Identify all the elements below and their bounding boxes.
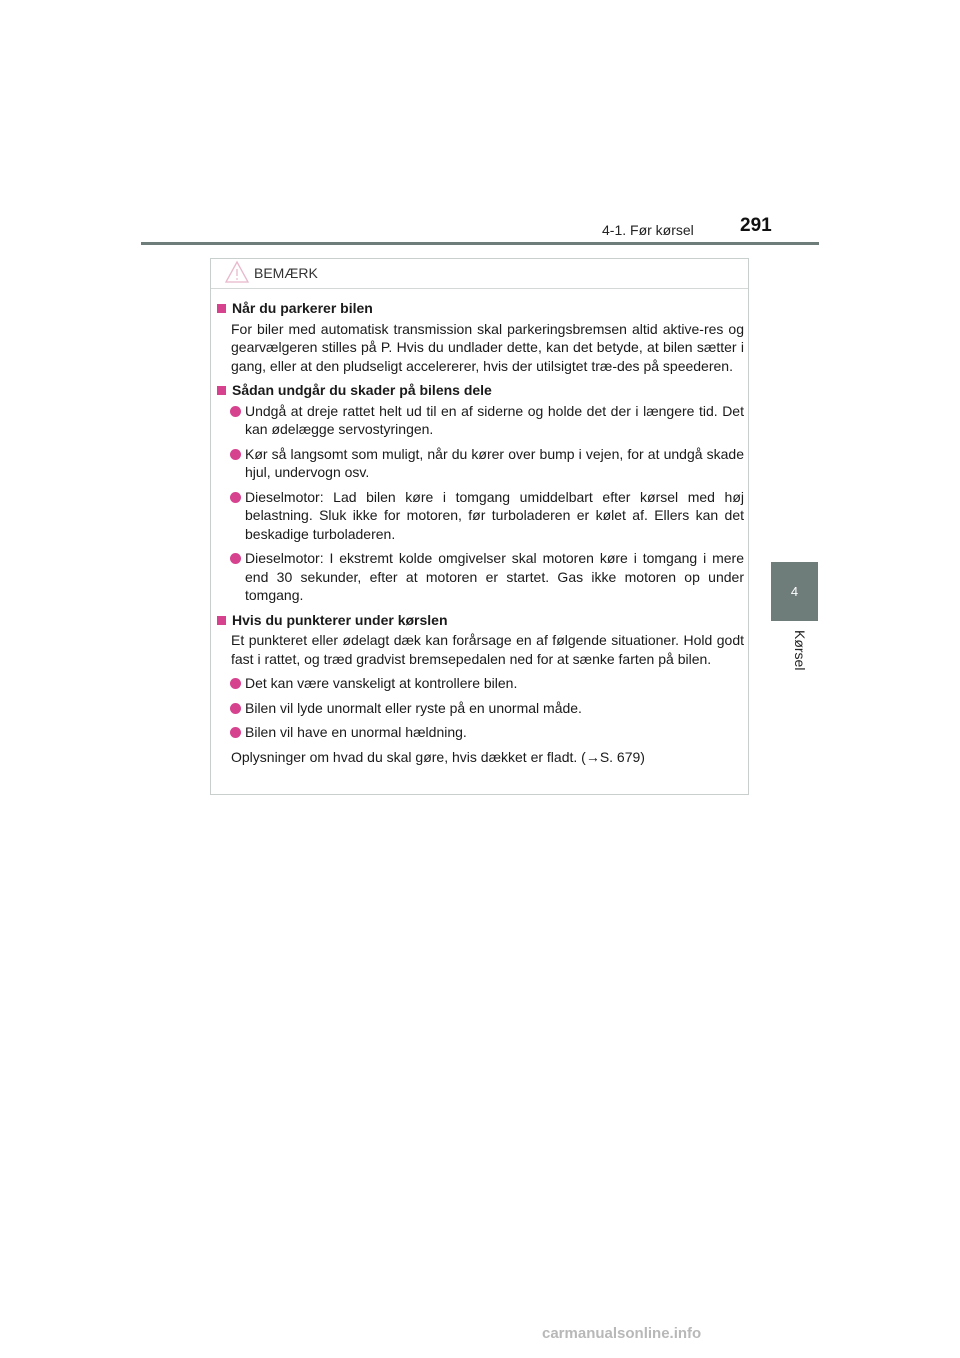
round-bullet-icon: [230, 492, 241, 503]
list-item: Det kan være vanskeligt at kontrollere bilen.: [217, 674, 744, 693]
warning-triangle-icon: [224, 260, 250, 284]
notice-content: [217, 299, 744, 772]
closing-reference: Oplysninger om hvad du skal gøre, hvis dækket er fladt. (→S. 679): [231, 748, 645, 765]
square-bullet-icon: [217, 616, 226, 625]
round-bullet-icon: [230, 678, 241, 689]
round-bullet-icon: [230, 553, 241, 564]
chapter-tab: [771, 562, 818, 621]
chapter-label: Kørsel: [792, 630, 808, 671]
section-heading: Når du parkerer bilen: [217, 299, 744, 318]
list-item: Bilen vil lyde unormalt eller ryste på en unormal måde.: [217, 699, 744, 718]
round-bullet-icon: [230, 406, 241, 417]
section-parking: [217, 299, 744, 375]
notice-title: BEMÆRK: [254, 265, 318, 281]
chapter-number: 4: [790, 584, 799, 599]
list-item: Undgå at dreje rattet helt ud til en af siderne og holde det der i længere tid. Det kan ødelægge servostyringen.: [217, 402, 744, 439]
list-item: Dieselmotor: I ekstremt kolde omgivelser skal motoren køre i tomgang i mere end 30 sekunder, efter at motoren er startet. Gas ikke motoren op under tomgang.: [217, 549, 744, 605]
watermark-logo: carmanualsonline.info: [542, 1325, 702, 1342]
page-number: 291: [740, 215, 772, 236]
round-bullet-icon: [230, 449, 241, 460]
section-heading: Hvis du punkterer under kørslen: [217, 611, 744, 630]
round-bullet-icon: [230, 703, 241, 714]
section-title: 4-1. Før kørsel: [602, 222, 694, 238]
section-avoid-damage: [217, 381, 744, 605]
section-paragraph: For biler med automatisk transmission skal parkeringsbremsen altid aktive-res og gearvælgeren stilles på P. Hvis du undlader dette, kan det betyde, at bilen sætter i gang, eller at den pludseligt accelererer, hvis der utilsigtet træ-des på speederen.: [231, 320, 744, 374]
notice-box: [210, 258, 749, 795]
notice-header: [211, 259, 748, 289]
section-paragraph: Et punkteret eller ødelagt dæk kan forårsage en af følgende situationer. Hold godt fast i rattet, og træd gradvist bremsepedalen ned for at sænke farten på bilen.: [231, 632, 744, 667]
square-bullet-icon: [217, 386, 226, 395]
list-item: Bilen vil have en unormal hældning.: [217, 723, 744, 742]
section-puncture: [217, 611, 744, 767]
list-item: Dieselmotor: Lad bilen køre i tomgang umiddelbart efter kørsel med høj belastning. Sluk ikke for motoren, før turboladeren er kølet af. Ellers kan det beskadige turboladeren.: [217, 488, 744, 544]
section-heading: Sådan undgår du skader på bilens dele: [217, 381, 744, 400]
list-item: Kør så langsomt som muligt, når du kører over bump i vejen, for at undgå skade hjul, undervogn osv.: [217, 445, 744, 482]
header-rule: [141, 242, 819, 245]
square-bullet-icon: [217, 304, 226, 313]
round-bullet-icon: [230, 727, 241, 738]
